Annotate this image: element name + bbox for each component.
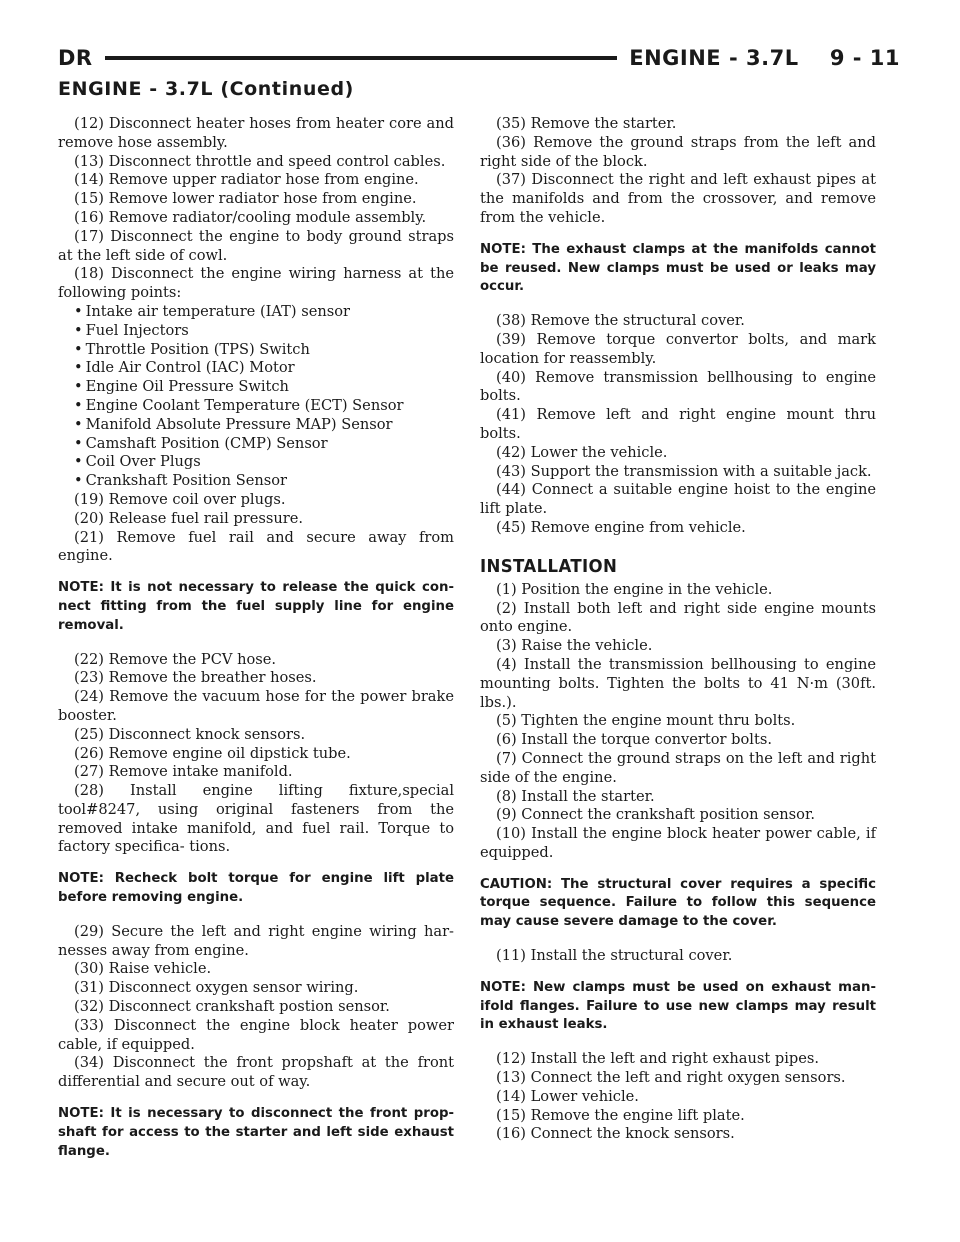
section-continued-title: ENGINE - 3.7L (Continued) [58, 78, 354, 100]
step-paragraph: (43) Support the transmission with a suitable jack. [496, 462, 872, 480]
bullet-icon: • [74, 453, 83, 471]
note-text: NOTE: New clamps must be used on exhaust man- ifold flanges. Failure to use new clamps may result in exhaust leaks. [480, 979, 876, 1033]
step-paragraph: (2) Install both left and right side engine mounts onto engine. [480, 599, 876, 636]
step-paragraph: (13) Disconnect throttle and speed control cables. [74, 152, 446, 170]
bullet-icon: • [74, 415, 83, 433]
step-paragraph: (29) Secure the left and right engine wiring har- nesses away from engine. [58, 922, 454, 959]
step-paragraph: (36) Remove the ground straps from the left and right side of the block. [480, 133, 876, 170]
step-paragraph: (42) Lower the vehicle. [496, 443, 668, 461]
bullet-item [58, 303, 454, 322]
bullet-item [58, 453, 454, 472]
step-paragraph: (45) Remove engine from vehicle. [496, 518, 746, 536]
step-paragraph: (38) Remove the structural cover. [496, 312, 745, 330]
step-paragraph: (17) Disconnect the engine to body ground straps at the left side of cowl. [58, 227, 454, 264]
step-paragraph: (16) Remove radiator/cooling module assembly. [74, 208, 427, 226]
step-paragraph: (24) Remove the vacuum hose for the power brake booster. [58, 688, 454, 724]
bullet-icon: • [74, 321, 83, 339]
step-paragraph: (20) Release fuel rail pressure. [74, 509, 303, 527]
step-paragraph: (25) Disconnect knock sensors. [74, 725, 306, 743]
step-paragraph: (4) Install the transmission bellhousing to engine mounting bolts. Tighten the bolts to 41 N·m (30ft. lbs.). [480, 655, 876, 711]
step-paragraph: (30) Raise vehicle. [74, 960, 212, 978]
bullet-icon: • [74, 359, 83, 377]
header-section-code: DR [58, 46, 93, 70]
bullet-item [58, 359, 454, 378]
step-paragraph: (27) Remove intake manifold. [74, 763, 293, 781]
step-paragraph: (16) Connect the knock sensors. [496, 1125, 735, 1143]
page-header [58, 38, 900, 78]
step-paragraph: (14) Lower vehicle. [496, 1087, 639, 1105]
step-paragraph: (41) Remove left and right engine mount thru bolts. [480, 406, 876, 442]
step-paragraph: (34) Disconnect the front propshaft at the front differential and secure out of way. [58, 1054, 454, 1091]
step-paragraph: (23) Remove the breather hoses. [74, 669, 317, 687]
bullet-icon: • [74, 396, 83, 414]
bullet-text: Engine Coolant Temperature (ECT) Sensor [85, 396, 404, 414]
step-paragraph: (37) Disconnect the right and left exhaust pipes at the manifolds and from the crossover, and remove from the vehicle. [480, 171, 876, 226]
bullet-icon: • [74, 472, 83, 490]
bullet-text: Throttle Position (TPS) Switch [85, 340, 310, 358]
step-paragraph: (1) Position the engine in the vehicle. [496, 580, 773, 598]
bullet-icon: • [74, 340, 83, 358]
bullet-icon: • [74, 434, 83, 452]
header-rule [105, 56, 618, 60]
step-paragraph: (15) Remove the engine lift plate. [496, 1106, 745, 1124]
step-paragraph: (35) Remove the starter. [496, 115, 677, 132]
step-paragraph: (3) Raise the vehicle. [496, 637, 653, 655]
note-text: CAUTION: The structural cover requires a specific torque sequence. Failure to follow this sequence may cause severe damage to the cover. [480, 876, 876, 930]
bullet-item [58, 435, 454, 454]
bullet-text: Coil Over Plugs [85, 453, 201, 471]
bullet-text: Manifold Absolute Pressure MAP) Sensor [85, 415, 393, 433]
step-paragraph: (10) Install the engine block heater power cable, if equipped. [480, 825, 876, 861]
step-paragraph: (31) Disconnect oxygen sensor wiring. [74, 979, 359, 997]
step-paragraph: (15) Remove lower radiator hose from engine. [74, 190, 417, 208]
bullet-text: Engine Oil Pressure Switch [85, 378, 289, 396]
step-paragraph: (28) Install engine lifting fixture,special tool#8247, using original fasteners from the removed intake manifold, and fuel rail. Torque to factory specifica- tions. [58, 782, 454, 856]
left-column [58, 115, 454, 1176]
step-paragraph: (12) Install the left and right exhaust pipes. [496, 1050, 819, 1068]
bullet-item [58, 416, 454, 435]
step-paragraph: (40) Remove transmission bellhousing to engine bolts. [480, 368, 876, 405]
step-paragraph: (19) Remove coil over plugs. [74, 490, 286, 508]
header-page-label: ENGINE - 3.7L 9 - 11 [629, 46, 900, 70]
step-paragraph: (6) Install the torque convertor bolts. [496, 731, 772, 749]
step-paragraph: (8) Install the starter. [496, 787, 655, 805]
bullet-item [58, 397, 454, 416]
bullet-icon: • [74, 302, 83, 320]
section-heading: INSTALLATION [480, 555, 618, 577]
step-paragraph: (26) Remove engine oil dipstick tube. [74, 744, 351, 762]
step-paragraph: (33) Disconnect the engine block heater power cable, if equipped. [58, 1016, 454, 1053]
bullet-icon: • [74, 378, 83, 396]
bullet-item [58, 341, 454, 360]
step-paragraph: (7) Connect the ground straps on the left and right side of the engine. [480, 749, 876, 786]
bullet-item [58, 472, 454, 491]
step-paragraph: (11) Install the structural cover. [496, 947, 733, 965]
step-paragraph: (9) Connect the crankshaft position sensor. [496, 806, 815, 824]
bullet-text: Idle Air Control (IAC) Motor [85, 359, 295, 377]
step-paragraph: (5) Tighten the engine mount thru bolts. [496, 712, 796, 730]
step-paragraph: (32) Disconnect crankshaft postion sensor. [74, 998, 390, 1016]
step-paragraph: (39) Remove torque convertor bolts, and mark location for reassembly. [480, 330, 876, 367]
right-column [480, 115, 876, 1144]
step-paragraph: (44) Connect a suitable engine hoist to the engine lift plate. [480, 481, 876, 518]
step-paragraph: (22) Remove the PCV hose. [74, 650, 277, 668]
step-paragraph: (18) Disconnect the engine wiring harness at the following points: [58, 265, 454, 302]
note-text: NOTE: It is necessary to disconnect the front prop- shaft for access to the starter and left side exhaust flange. [58, 1106, 454, 1159]
bullet-item [58, 322, 454, 341]
bullet-item [58, 378, 454, 397]
step-paragraph: (14) Remove upper radiator hose from engine. [74, 171, 419, 189]
step-paragraph: (13) Connect the left and right oxygen sensors. [496, 1069, 846, 1087]
note-text: NOTE: Recheck bolt torque for engine lift plate before removing engine. [58, 871, 454, 906]
bullet-text: Crankshaft Position Sensor [85, 472, 288, 490]
note-text: NOTE: The exhaust clamps at the manifolds cannot be reused. New clamps must be used or leaks may occur. [480, 241, 876, 295]
bullet-text: Fuel Injectors [85, 321, 189, 339]
note-text: NOTE: It is not necessary to release the quick con- nect fitting from the fuel supply line for engine removal. [58, 580, 454, 633]
step-paragraph: (12) Disconnect heater hoses from heater core and remove hose assembly. [58, 115, 454, 151]
bullet-text: Intake air temperature (IAT) sensor [85, 302, 350, 320]
step-paragraph: (21) Remove fuel rail and secure away from engine. [58, 528, 454, 565]
bullet-text: Camshaft Position (CMP) Sensor [85, 434, 328, 452]
